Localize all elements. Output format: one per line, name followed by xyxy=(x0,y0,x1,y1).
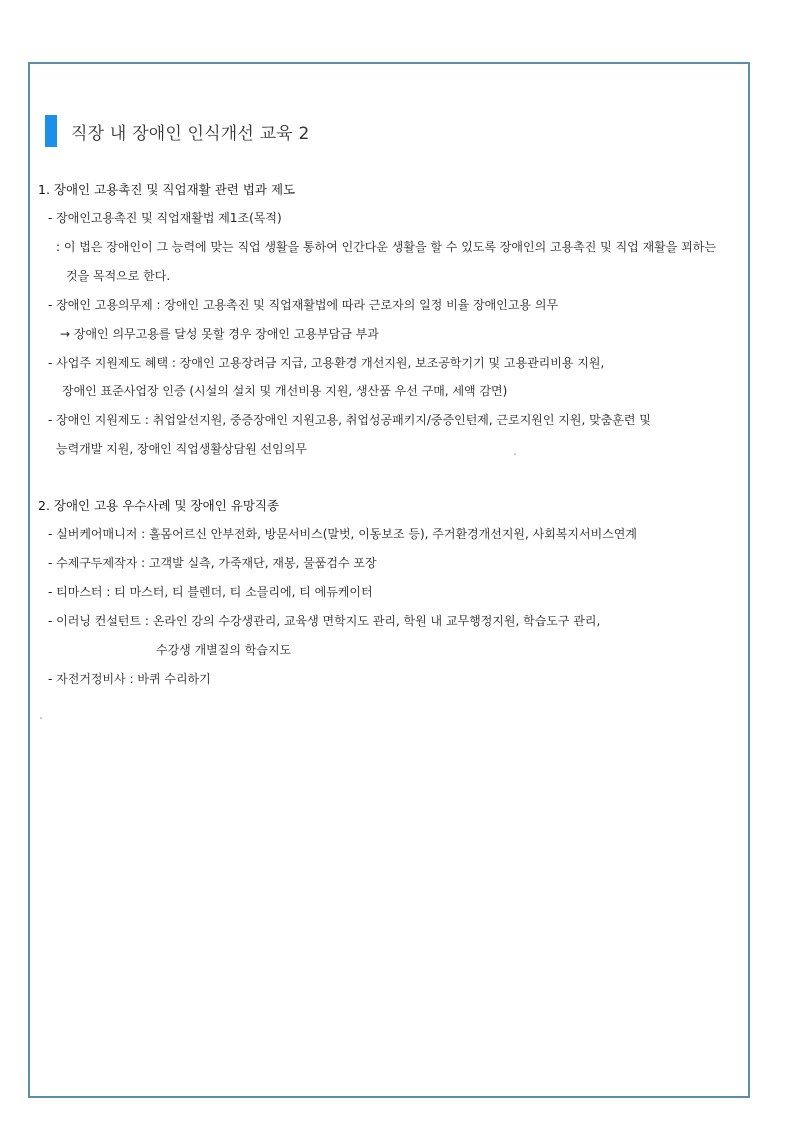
page-title: 직장 내 장애인 인식개선 교육 2 xyxy=(71,123,310,144)
section2-line: - 티마스터 : 티 마스터, 티 블렌더, 티 소믈리에, 티 에듀케이터 xyxy=(48,585,373,599)
section1-heading: 1. 장애인 고용촉진 및 직업재활 관련 법과 제도 xyxy=(38,182,296,197)
section2-line: - 이러닝 컨설턴트 : 온라인 강의 수강생관리, 교육생 면학지도 관리, 학원 내 교무행정지원, 학습도구 관리, xyxy=(48,614,601,628)
section1-line: → 장애인 의무고용를 달성 못할 경우 장애인 고용부담금 부과 xyxy=(60,327,379,341)
section1-line: - 장애인고용촉진 및 직업재활법 제1조(목적) xyxy=(48,211,282,225)
section2-heading: 2. 장애인 고용 우수사례 및 장애인 유망직종 xyxy=(38,498,280,513)
scan-speck xyxy=(40,717,42,719)
section2-line: 수강생 개별질의 학습지도 xyxy=(156,643,292,657)
section1-line: - 장애인 고용의무제 : 장애인 고용촉진 및 직업재활법에 따라 근로자의 일정 비율 장애인고용 의무 xyxy=(48,298,559,312)
section1-line: : 이 법은 장애인이 그 능력에 맞는 직업 생활을 통하여 인간다운 생활을 할 수 있도록 장애인의 고용촉진 및 직업 재활을 꾀하는 xyxy=(56,240,716,254)
title-block xyxy=(45,115,310,147)
section1-line: 능력개발 지원, 장애인 직업생활상담원 선임의무 xyxy=(56,442,307,456)
section1-line: - 사업주 지원제도 혜택 : 장애인 고용장려금 지급, 고용환경 개선지원, 보조공학기기 및 고용관리비용 지원, xyxy=(48,356,605,370)
title-accent-bar xyxy=(45,115,57,147)
section1-line: - 장애인 지원제도 : 취업알선지원, 중증장애인 지원고용, 취업성공패키지/중증인턴제, 근로지원인 지원, 맞춤훈련 및 xyxy=(48,413,651,427)
scan-speck xyxy=(514,453,516,455)
section1-line: 장애인 표준사업장 인증 (시설의 설치 및 개선비용 지원, 생산품 우선 구매, 세액 감면) xyxy=(62,384,508,398)
section2-line: - 실버케어매니저 : 홀몸어르신 안부전화, 방문서비스(말벗, 이동보조 등), 주거환경개선지원, 사회복지서비스연계 xyxy=(48,527,637,541)
section1-line: 것을 목적으로 한다. xyxy=(66,269,171,283)
section2-line: - 자전거정비사 : 바퀴 수리하기 xyxy=(48,672,211,686)
section2-line: - 수제구두제작자 : 고객발 실측, 가죽재단, 재봉, 물품검수 포장 xyxy=(48,556,377,570)
